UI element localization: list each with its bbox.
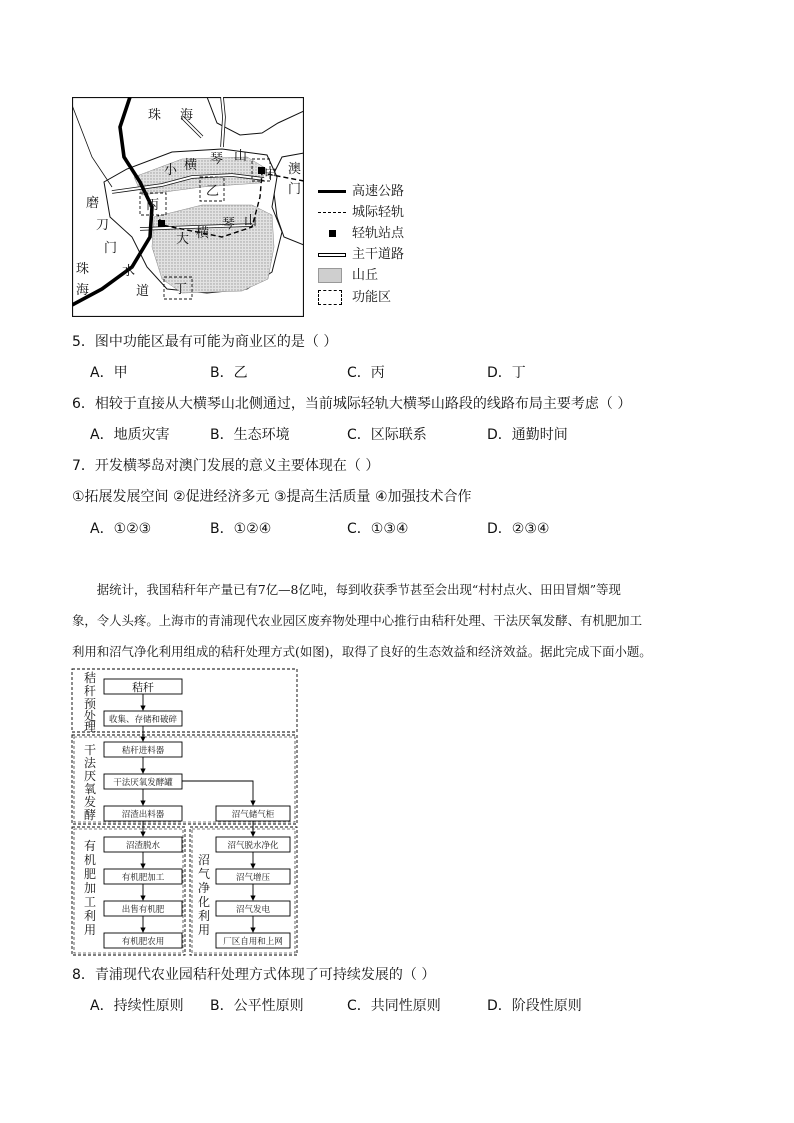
- label-zhuhai-2: 海: [180, 108, 194, 123]
- label-xiaohengqin-1: 小: [164, 163, 178, 178]
- sec1-title-1: 秸: [84, 671, 97, 685]
- label-dahengqin-4: 山: [244, 214, 258, 229]
- legend-hill-label: 山丘: [352, 268, 379, 283]
- box-fert-proc-text: 有机肥加工: [121, 873, 165, 883]
- sec3-title-3: 肥: [84, 867, 97, 881]
- sec4-title-2: 气: [198, 867, 211, 881]
- box-gas-boost-text: 沼气增压: [235, 873, 271, 883]
- question-5-option-c: C．丙: [347, 365, 385, 381]
- box-gas-store-text: 沼气储气柜: [231, 810, 275, 820]
- straw-process-flowchart: [70, 668, 300, 958]
- question-5-option-b: B．乙: [210, 365, 248, 381]
- question-6-option-c: C．区际联系: [347, 427, 427, 443]
- legend-function-zone: [318, 290, 391, 306]
- sec2-title-4: 氧: [84, 782, 97, 796]
- question-8-option-b: B．公平性原则: [210, 998, 304, 1014]
- box-residue-out-text: 沼渣出料器: [121, 810, 165, 820]
- legend-highway: [318, 184, 404, 200]
- legend-hill: [318, 268, 378, 284]
- legend-light-rail-label: 城际轻轨: [352, 205, 405, 220]
- question-8-stem: 8．青浦现代农业园秸秆处理方式体现了可持续发展的（ ）: [72, 967, 436, 983]
- question-7-option-c: C．①③④: [347, 521, 409, 537]
- label-dahengqin-2: 横: [196, 226, 210, 241]
- box-gas-purify-text: 沼气脱水净化: [227, 841, 279, 851]
- label-xiaohengqin-3: 琴: [210, 152, 224, 167]
- question-7-option-b: B．①②④: [210, 521, 272, 537]
- question-6-option-a: A．地质灾害: [90, 427, 170, 443]
- label-xiaohengqin-4: 山: [234, 149, 248, 164]
- sec3-title-6: 利: [84, 909, 97, 923]
- sec4-title-3: 净: [198, 881, 211, 895]
- label-modaomen-1: 磨: [86, 196, 100, 211]
- passage-line-1: 据统计，我国秸秆年产量已有7亿—8亿吨，每到收获季节甚至会出现“村村点火、田田冒烟”等现: [96, 582, 621, 597]
- legend-station: [318, 226, 404, 242]
- label-zhuhai-b2: 海: [76, 283, 90, 298]
- box-sell-text: 出售有机肥: [121, 905, 165, 915]
- legend-station-label: 轻轨站点: [352, 226, 405, 241]
- question-5-option-d: D．丁: [487, 365, 526, 381]
- question-7-option-d: D．②③④: [487, 521, 550, 537]
- label-shuidao-2: 道: [136, 284, 150, 299]
- label-ding: 丁: [174, 282, 188, 297]
- hengqin-map: [72, 97, 304, 317]
- sec4-title-5: 利: [198, 909, 211, 923]
- box-straw-text: 秸秆: [132, 681, 154, 694]
- label-zhuhai-b1: 珠: [76, 262, 90, 277]
- question-8-option-d: D．阶段性原则: [487, 998, 582, 1014]
- label-macau-1: 澳: [288, 162, 302, 177]
- label-bing: 丙: [146, 198, 160, 213]
- box-collect-text: 收集、存储和破碎: [108, 715, 178, 725]
- hill-symbol: [318, 268, 342, 283]
- sec3-title-5: 工: [84, 895, 97, 909]
- question-6-stem: 6．相较于直接从大横琴山北侧通过，当前城际轻轨大横琴山路段的线路布局主要考虑（ ）: [72, 396, 632, 412]
- question-6-option-d: D．通勤时间: [487, 427, 568, 443]
- question-5-stem: 5．图中功能区最有可能为商业区的是（ ）: [72, 334, 338, 350]
- legend-highway-label: 高速公路: [352, 184, 405, 199]
- question-6-option-b: B．生态环境: [210, 427, 290, 443]
- sec4-title-4: 化: [198, 895, 211, 909]
- question-5-option-a: A．甲: [90, 365, 128, 381]
- label-modaomen-3: 门: [104, 241, 118, 256]
- sec2-title-6: 酵: [84, 808, 97, 822]
- highway-symbol: [318, 190, 346, 193]
- passage-line-3: 利用和沼气净化利用组成的秸秆处理方式(如图)，取得了良好的生态效益和经济效益。据此完成下面小题。: [72, 644, 652, 659]
- sec1-title-2: 秆: [84, 684, 97, 698]
- label-yi: 乙: [206, 184, 220, 199]
- station-symbol: [318, 226, 346, 242]
- sec2-title-2: 法: [84, 756, 97, 770]
- sec3-title-4: 加: [84, 881, 97, 895]
- question-8-option-c: C．共同性原则: [347, 998, 441, 1014]
- sec3-title-2: 机: [84, 853, 97, 867]
- sec4-title-1: 沼: [198, 853, 211, 867]
- label-jia: 甲: [264, 168, 278, 183]
- sec4-title-6: 用: [198, 923, 211, 937]
- question-8-option-a: A．持续性原则: [90, 998, 184, 1014]
- label-dahengqin-3: 琴: [222, 217, 236, 232]
- question-7-stem: 7．开发横琴岛对澳门发展的意义主要体现在（ ）: [72, 458, 380, 474]
- station-bing: [158, 220, 165, 227]
- box-farm-text: 有机肥农用: [121, 937, 165, 947]
- question-7-option-a: A．①②③: [90, 521, 152, 537]
- box-feed-text: 秸秆进料器: [121, 746, 165, 756]
- box-dewater-text: 沼渣脱水: [125, 841, 161, 851]
- label-shuidao-1: 水: [122, 264, 136, 279]
- label-zhuhai-1: 珠: [148, 108, 162, 123]
- legend-main-road-label: 主干道路: [352, 247, 405, 262]
- question-7-items: ①拓展发展空间 ②促进经济多元 ③提高生活质量 ④加强技术合作: [72, 489, 472, 505]
- sec1-title-3: 预: [84, 697, 97, 711]
- label-modaomen-2: 刀: [96, 218, 110, 233]
- sec3-title-7: 用: [84, 923, 97, 937]
- sec2-title-1: 干: [84, 743, 97, 757]
- legend-light-rail: [318, 205, 404, 221]
- sec2-title-3: 厌: [84, 769, 97, 783]
- legend-main-road: [318, 247, 404, 263]
- passage: [72, 574, 722, 667]
- box-tank-text: 干法厌氧发酵罐: [113, 778, 173, 788]
- function-zone-symbol: [318, 290, 342, 305]
- legend-function-zone-label: 功能区: [352, 290, 392, 305]
- sec1-title-4: 处: [84, 709, 97, 723]
- label-dahengqin-1: 大: [176, 232, 190, 247]
- light-rail-symbol: [318, 212, 346, 213]
- label-xiaohengqin-2: 横: [184, 158, 198, 173]
- box-gas-power-text: 沼气发电: [235, 905, 271, 915]
- sec3-title-1: 有: [84, 839, 97, 853]
- passage-line-2: 象，令人头疼。上海市的青浦现代农业园区废弃物处理中心推行由秸秆处理、干法厌氧发酵、有机肥加工: [72, 613, 642, 628]
- sec1-title-5: 理: [84, 720, 97, 734]
- sec2-title-5: 发: [84, 795, 97, 809]
- main-road-symbol: [318, 253, 346, 257]
- box-gas-use-text: 厂区自用和上网: [223, 937, 283, 947]
- label-macau-2: 门: [288, 182, 302, 197]
